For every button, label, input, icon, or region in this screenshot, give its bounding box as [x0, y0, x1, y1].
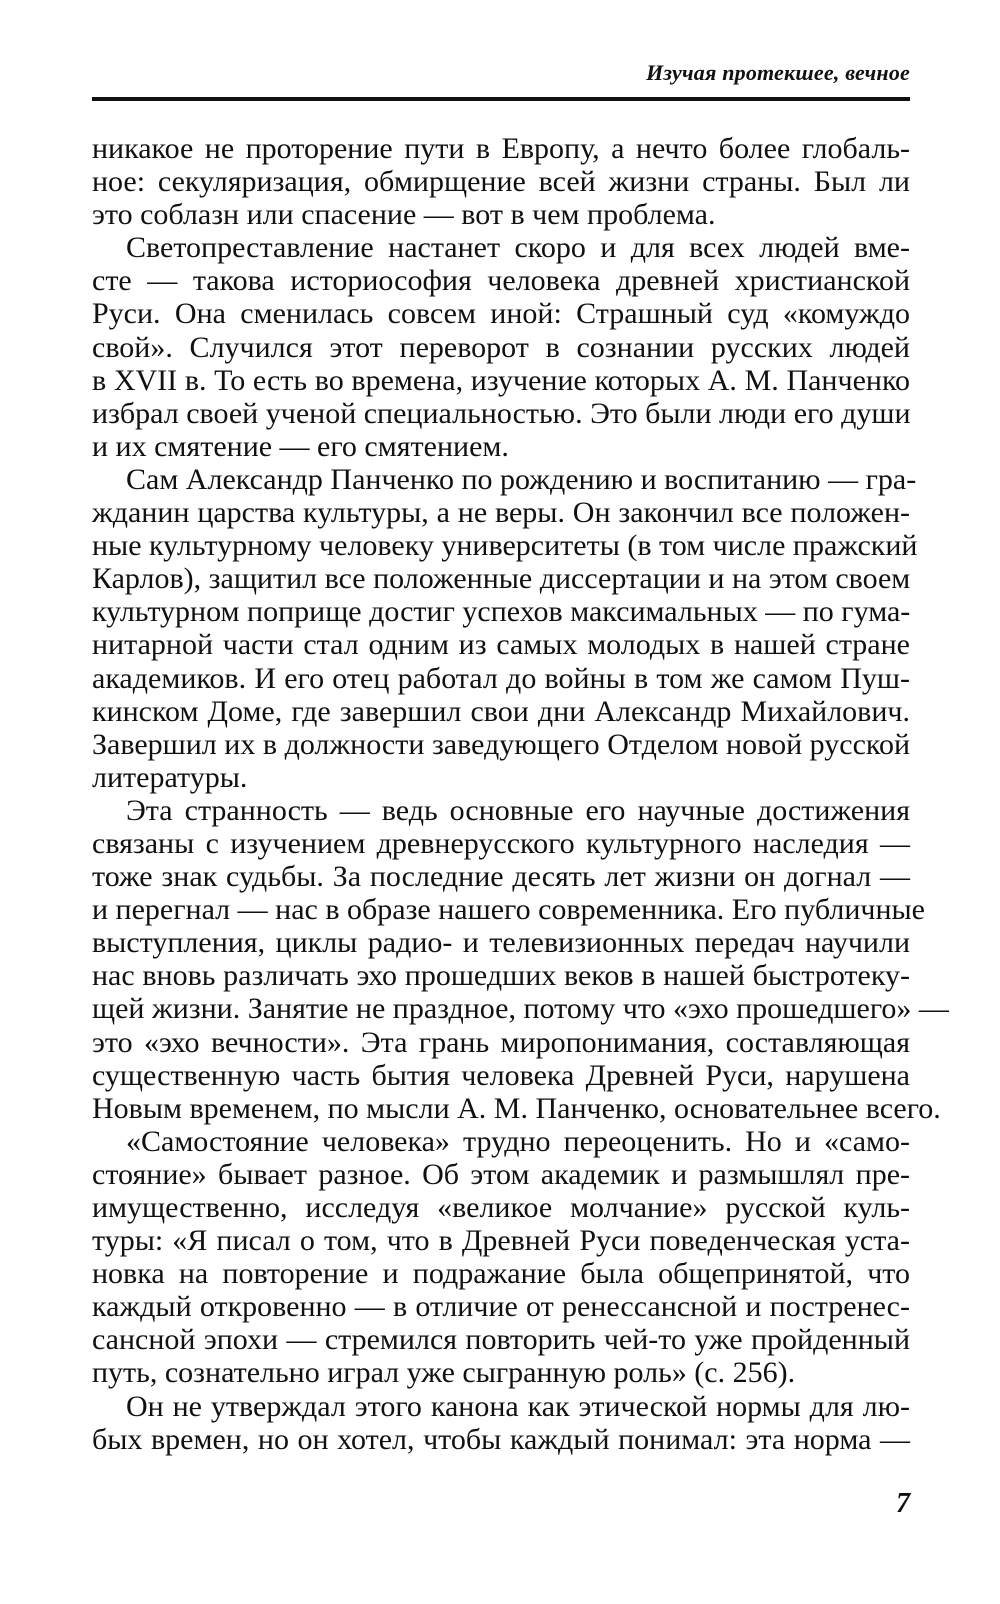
text-line: Руси. Она сменилась совсем иной: Страшный суд «комуждо — [92, 297, 910, 331]
text-line: тоже знак судьбы. За последние десять лет жизни он догнал — — [92, 860, 910, 894]
text-line: и перегнал — нас в образе нашего современника. Его публичные — [92, 893, 925, 927]
body-text — [92, 132, 949, 1456]
text-line: сте — такова историософия человека древней христианской — [92, 264, 910, 298]
text-line: Карлов), защитил все положенные диссертации и на этом своем — [92, 562, 911, 596]
text-line: туры: «Я писал о том, что в Древней Руси поведенческая уста- — [92, 1224, 910, 1258]
text-line: каждый откровенно — в отличие от ренессансной и постренес- — [92, 1290, 910, 1324]
text-line: бых времен, но он хотел, чтобы каждый понимал: эта норма — — [92, 1422, 910, 1456]
text-line: стояние» бывает разное. Об этом академик и размышлял пре- — [92, 1157, 910, 1191]
text-line: жданин царства культуры, а не веры. Он закончил все положен- — [92, 496, 910, 530]
running-title: Изучая протекшее, вечное — [646, 60, 910, 85]
text-line: ное: секуляризация, обмирщение всей жизни страны. Был ли — [92, 165, 910, 199]
text-line: выступления, циклы радио- и телевизионных передач научили — [92, 926, 910, 960]
text-line: Эта странность — ведь основные его научные достижения — [126, 793, 910, 827]
text-line: новка на повторение и подражание была общепринятой, что — [92, 1257, 910, 1291]
text-line: никакое не проторение пути в Европу, а нечто более глобаль- — [92, 132, 910, 165]
text-line: «Самостояние человека» трудно переоценить. Но и «само- — [126, 1124, 910, 1158]
text-line: существенную часть бытия человека Древней Руси, нарушена — [92, 1058, 910, 1092]
text-line: сансной эпохи — стремился повторить чей-то уже пройденный — [92, 1323, 910, 1357]
text-line: Завершил их в должности заведующего Отделом новой русской — [92, 727, 910, 761]
text-line: культурном поприще достиг успехов максимальных — по гума- — [92, 595, 911, 629]
text-line: нитарной части стал одним из самых молодых в нашей стране — [92, 628, 910, 662]
text-line: избрал своей ученой специальностью. Это были люди его души — [92, 396, 911, 430]
text-line: нас вновь различать эхо прошедших веков в нашей быстротеку- — [92, 959, 910, 993]
text-line: Он не утверждал этого канона как этической нормы для лю- — [126, 1389, 910, 1423]
text-line: в XVII в. То есть во времена, изучение которых А. М. Панченко — [92, 363, 910, 397]
text-line: Сам Александр Панченко по рождению и воспитанию — гра- — [126, 462, 917, 496]
text-line: академиков. И его отец работал до войны в том же самом Пуш- — [92, 661, 910, 695]
text-line: связаны с изучением древнерусского культурного наследия — — [92, 826, 910, 860]
text-line: кинском Доме, где завершил свои дни Александр Михайлович. — [92, 694, 910, 728]
text-line: и их смятение — его смятением. — [92, 429, 509, 463]
text-line: это соблазн или спасение — вот в чем проблема. — [92, 198, 716, 232]
text-line: это «эхо вечности». Эта грань миропонимания, составляющая — [92, 1025, 910, 1059]
text-line: имущественно, исследуя «великое молчание» русской куль- — [92, 1191, 910, 1224]
text-line: щей жизни. Занятие не праздное, потому что «эхо прошедшего» — — [92, 992, 949, 1026]
text-line: ные культурному человеку университеты (в том числе пражский — [92, 529, 918, 563]
text-line: литературы. — [92, 760, 248, 794]
text-line: свой». Случился этот переворот в сознании русских людей — [92, 330, 910, 364]
text-line: Светопреставление настанет скоро и для всех людей вме- — [126, 231, 910, 265]
header-rule — [92, 97, 910, 101]
text-line: Новым временем, по мысли А. М. Панченко, основательнее всего. — [92, 1091, 941, 1125]
text-line: путь, сознательно играл уже сыгранную роль» (с. 256). — [92, 1356, 796, 1390]
page-number: 7 — [896, 1488, 910, 1519]
